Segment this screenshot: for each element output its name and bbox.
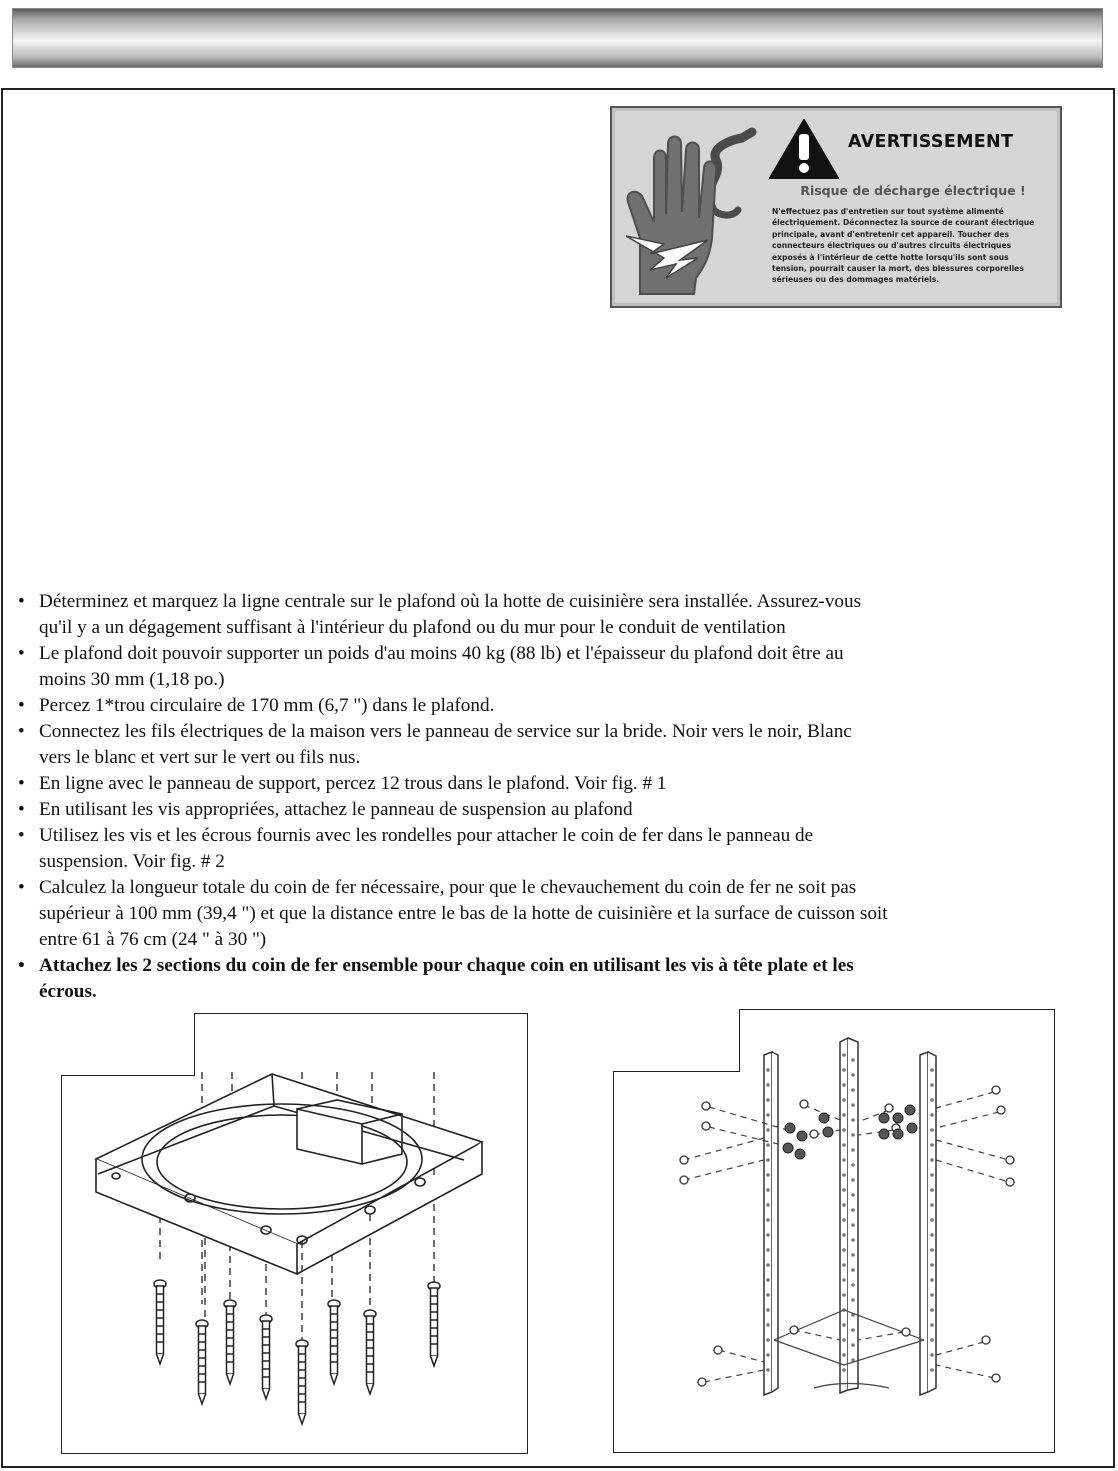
warning-body-line: sérieuses ou des dommages matériels. (772, 275, 940, 285)
instruction-item (14, 589, 1064, 641)
figure-2 (613, 1009, 1055, 1453)
instruction-line: • Calculez la longueur totale du coin de fer nécessaire, pour que le chevauchement du coin de fer ne soit pas (39, 877, 857, 898)
warning-body-line: principale, avant d'entretenir cet appareil. Toucher des (772, 229, 1010, 239)
instruction-item (14, 797, 1064, 823)
warning-subtitle: Risque de décharge électrique ! (800, 183, 1026, 198)
instruction-line: suspension. Voir fig. # 2 (39, 851, 225, 872)
warning-triangle-icon (768, 118, 840, 180)
instruction-line: qu'il y a un dégagement suffisant à l'intérieur du plafond ou du mur pour le conduit de ventilation (39, 617, 786, 638)
instruction-item (14, 953, 1064, 1005)
warning-title: AVERTISSEMENT (848, 132, 1014, 152)
instruction-line: • En utilisant les vis appropriées, attachez le panneau de suspension au plafond (39, 799, 633, 820)
warning-body-line: N'effectuez pas d'entretien sur tout système alimenté (772, 207, 1004, 216)
header-bar (12, 8, 1103, 68)
instruction-line: supérieur à 100 mm (39,4 ") et que la distance entre le bas de la hotte de cuisinière et la surface de cuisson soit (39, 903, 888, 924)
mounting-plate-illustration (62, 1014, 526, 1452)
instruction-list (14, 589, 1064, 1005)
figure-2-tag (613, 1009, 740, 1072)
warning-body (772, 206, 1052, 286)
instruction-line: • Le plafond doit pouvoir supporter un poids d'au moins 40 kg (88 lb) et l'épaisseur du plafond doit être au (39, 643, 844, 664)
figure-1-tag (61, 1013, 195, 1076)
instruction-line: entre 61 à 76 cm (24 " à 30 ") (39, 929, 267, 950)
warning-body-line: tension, pourrait causer la mort, des blessures corporelles (772, 264, 1024, 274)
instruction-line: moins 30 mm (1,18 po.) (39, 669, 225, 690)
figure-1 (61, 1013, 528, 1454)
instruction-line: écrous. (39, 981, 97, 1002)
instruction-item (14, 771, 1064, 797)
instruction-item (14, 693, 1064, 719)
warning-body-line: électriquement. Déconnectez la source de courant électrique (772, 218, 1035, 228)
electric-shock-hand-icon (620, 118, 760, 298)
instruction-line: • Attachez les 2 sections du coin de fer ensemble pour chaque coin en utilisant les vis à tête plate et les (39, 955, 854, 976)
instruction-line: • Déterminez et marquez la ligne centrale sur le plafond où la hotte de cuisinière sera installée. Assurez-vous (39, 591, 862, 612)
warning-label (610, 106, 1062, 308)
instruction-line: • Connectez les fils électriques de la maison vers le panneau de service sur la bride. Noir vers le noir, Blanc (39, 721, 852, 742)
instruction-line: vers le blanc et vert sur le vert ou fils nus. (39, 747, 361, 768)
instruction-item (14, 641, 1064, 693)
instruction-line: • Percez 1*trou circulaire de 170 mm (6,7 ") dans le plafond. (39, 695, 495, 716)
warning-body-line: connecteurs électriques ou d'autres circuits électriques (772, 241, 1012, 251)
instruction-item (14, 875, 1064, 953)
instruction-item (14, 823, 1064, 875)
iron-corner-illustration (614, 1010, 1053, 1451)
instruction-item (14, 719, 1064, 771)
instruction-line: • En ligne avec le panneau de support, percez 12 trous dans le plafond. Voir fig. # 1 (39, 773, 667, 794)
instruction-line: • Utilisez les vis et les écrous fournis avec les rondelles pour attacher le coin de fer dans le panneau de (39, 825, 814, 846)
warning-body-line: exposés à l'intérieur de cette hotte lorsqu'ils sont sous (772, 252, 1009, 262)
